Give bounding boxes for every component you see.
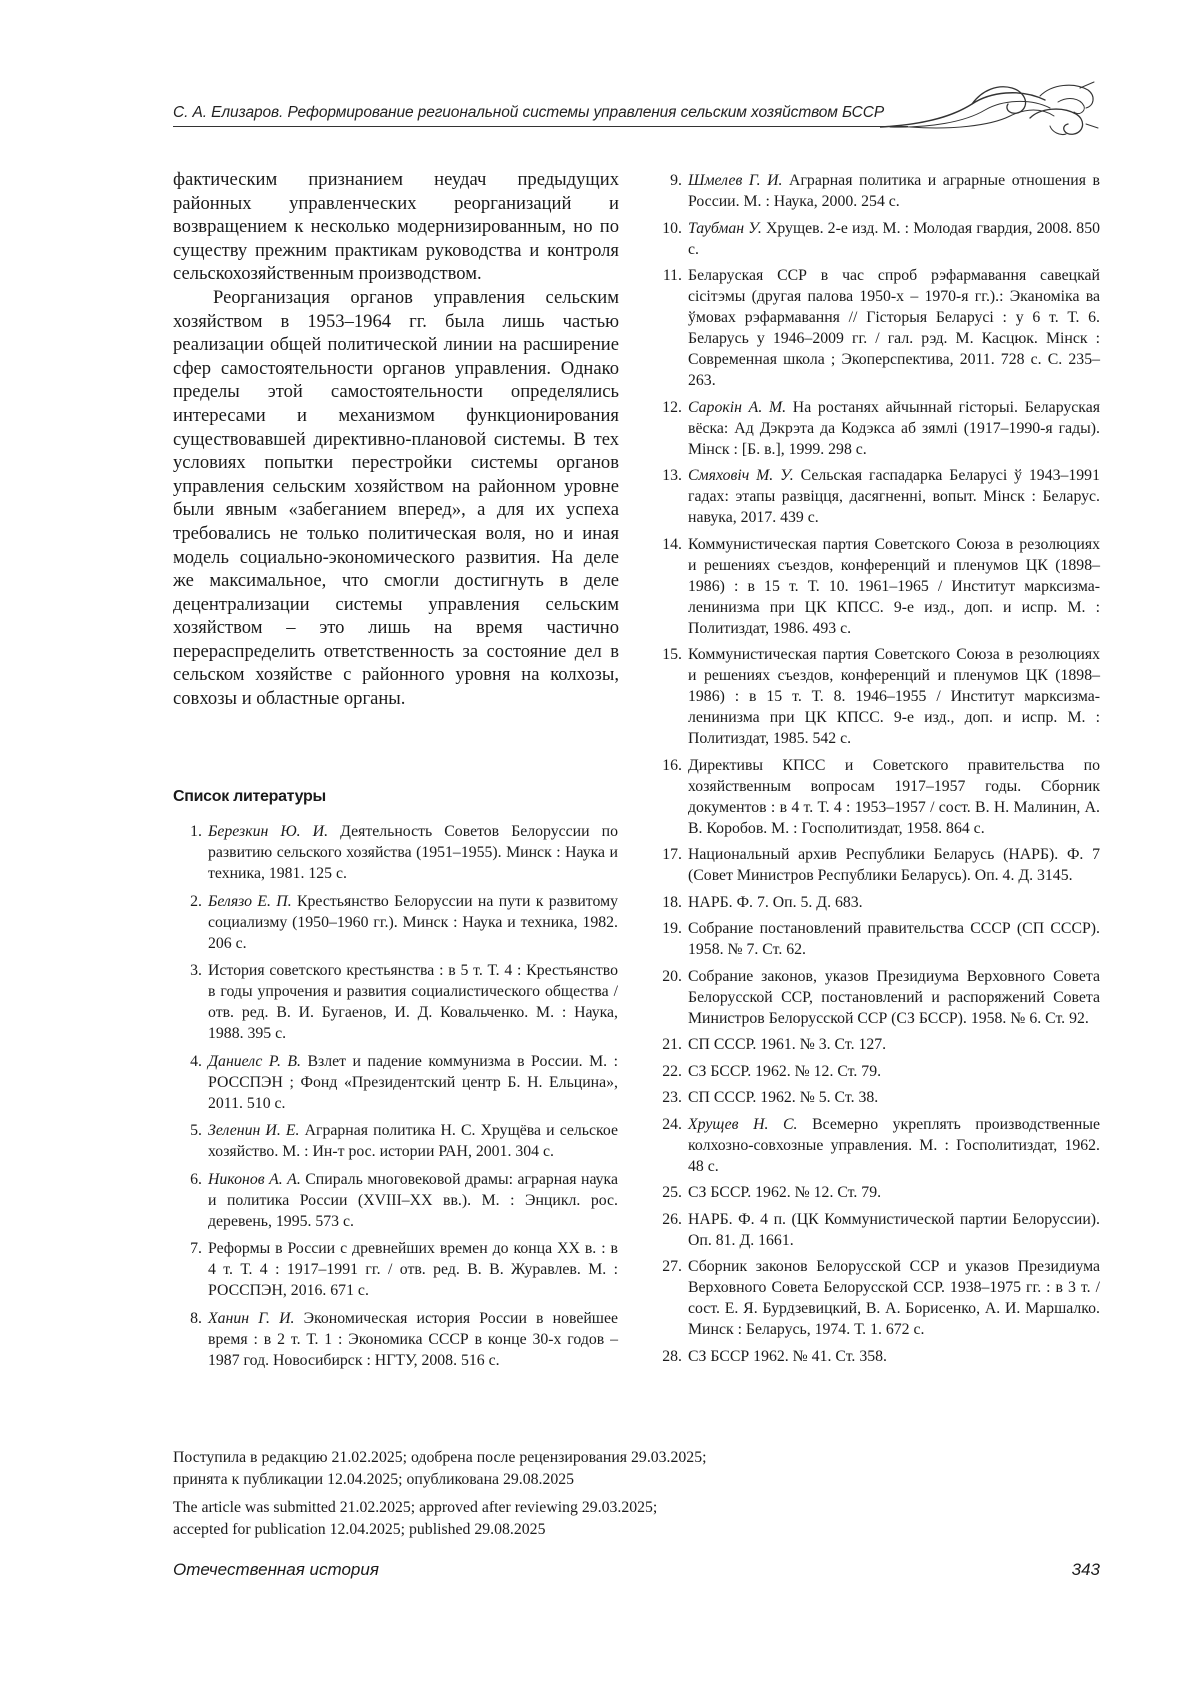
references-list-left [208,821,618,1377]
reference-number: 25. [662,1182,682,1203]
reference-number: 1. [190,821,202,842]
reference-item [688,170,1100,212]
reference-item [688,1256,1100,1340]
reference-text: Аграрная политика и аграрные отношения в России. М. : Наука, 2000. 254 с. [688,172,1100,210]
body-paragraph-1: фактическим признанием неудач предыдущих районных управленческих реорганизаций и возвращением к несколько модернизированным, но по существу прежним практикам руководства и контроля сельскохозяйственным производством. [173,168,619,286]
reference-text: Аграрная политика Н. С. Хрущёва и сельское хозяйство. М. : Ин-т рос. истории РАН, 2001. 304 с. [208,1122,618,1160]
reference-text: Крестьянство Белоруссии на пути к развитому социализму (1950–1960 гг.). Минск : Наука и техника, 1982. 206 с. [208,893,618,952]
reference-text: Хрущев. 2-е изд. М. : Молодая гвардия, 2008. 850 с. [688,220,1100,258]
reference-text: Собрание постановлений правительства СССР (СП СССР). 1958. № 7. Ст. 62. [688,920,1100,958]
reference-author: Березкин Ю. И. [208,823,328,840]
reference-text: СЗ БССР 1962. № 41. Ст. 358. [688,1348,887,1365]
reference-item [208,1120,618,1162]
reference-item [688,1346,1100,1367]
reference-text: СЗ БССР. 1962. № 12. Ст. 79. [688,1063,881,1080]
reference-author: Хрущев Н. С. [688,1116,798,1133]
reference-author: Смяховіч М. У. [688,467,794,484]
reference-number: 10. [662,218,682,239]
reference-item [688,844,1100,886]
reference-number: 15. [662,644,682,665]
reference-number: 26. [662,1209,682,1230]
header-ornament-icon [880,78,1100,140]
reference-text: Взлет и падение коммунизма в России. М. : РОССПЭН ; Фонд «Президентский центр Б. Н. Ельцина», 2011. 510 с. [208,1053,618,1112]
page-number: 343 [1060,1560,1100,1580]
reference-item [208,821,618,884]
reference-item [208,960,618,1044]
reference-item [688,1209,1100,1251]
reference-item [688,918,1100,960]
reference-number: 17. [662,844,682,865]
reference-author: Ханин Г. И. [208,1310,294,1327]
reference-text: НАРБ. Ф. 4 п. (ЦК Коммунистической партии Белоруссии). Оп. 81. Д. 1661. [688,1211,1100,1249]
reference-text: На ростанях айчыннай гісторыі. Беларуская вёска: Ад Дэкрэта да Кодэкса аб зямлі (1917–1990-я гады). Мінск : [Б. в.], 1999. 298 с. [688,399,1100,458]
reference-author: Даниелс Р. В. [208,1053,301,1070]
reference-number: 7. [190,1238,202,1259]
reference-number: 19. [662,918,682,939]
reference-text: Директивы КПСС и Советского правительства по хозяйственным вопросам 1917–1957 годы. Сборник документов : в 4 т. Т. 4 : 1953–1957 / сост. В. Н. Малинин, А. В. Коробов. М. : Госполитиздат, 1958. 864 с. [688,757,1100,837]
journal-title: Отечественная история [173,1560,379,1580]
reference-text: Собрание законов, указов Президиума Верховного Совета Белорусской ССР, постановлений и распоряжений Совета Министров Белорусской ССР (СЗ БССР). 1958. № 6. Ст. 92. [688,968,1100,1027]
reference-item [688,534,1100,639]
dates-ru-line-1: Поступила в редакцию 21.02.2025; одобрена после рецензирования 29.03.2025; [173,1449,707,1466]
reference-number: 20. [662,966,682,987]
reference-item [208,891,618,954]
references-heading: Список литературы [173,788,326,806]
reference-number: 22. [662,1061,682,1082]
references-list-right [688,170,1100,1372]
dates-english [173,1497,893,1541]
reference-item [208,1051,618,1114]
reference-text: История советского крестьянства : в 5 т. Т. 4 : Крестьянство в годы упрочения и развития социалистического общества / отв. ред. В. И. Бугаенов, И. Д. Ковальченко. М. : Наука, 1988. 395 с. [208,962,618,1042]
reference-number: 12. [662,397,682,418]
reference-number: 23. [662,1087,682,1108]
reference-item [688,966,1100,1029]
reference-text: Коммунистическая партия Советского Союза в резолюциях и решениях съездов, конференций и пленумов ЦК (1898–1986) : в 15 т. Т. 8. 1946–1955 / Институт марксизма-ленинизма при ЦК КПСС. 9-е изд., доп. и испр. М. : Политиздат, 1985. 542 с. [688,646,1100,747]
reference-number: 3. [190,960,202,981]
reference-item [688,892,1100,913]
reference-number: 9. [670,170,682,191]
reference-author: Никонов А. А. [208,1171,301,1188]
reference-item [688,1182,1100,1203]
reference-text: НАРБ. Ф. 7. Оп. 5. Д. 683. [688,894,863,911]
reference-item [688,218,1100,260]
reference-author: Белязо Е. П. [208,893,292,910]
dates-en-line-2: accepted for publication 12.04.2025; published 29.08.2025 [173,1521,545,1538]
dates-ru-line-2: принята к публикации 12.04.2025; опубликована 29.08.2025 [173,1471,574,1488]
reference-number: 28. [662,1346,682,1367]
reference-text: Сельская гаспадарка Беларусі ў 1943–1991 гадах: этапы развіцця, дасягненні, вопыт. Мінск : Беларус. навука, 2017. 439 с. [688,467,1100,526]
reference-item [208,1308,618,1371]
reference-item [688,1034,1100,1055]
reference-text: Экономическая история России в новейшее время : в 2 т. Т. 1 : Экономика СССР в конце 30-х годов – 1987 год. Новосибирск : НГТУ, 2008. 516 с. [208,1310,618,1369]
reference-item [208,1169,618,1232]
reference-number: 13. [662,465,682,486]
dates-russian [173,1447,893,1491]
reference-author: Зеленин И. Е. [208,1122,299,1139]
reference-item [688,1061,1100,1082]
reference-number: 8. [190,1308,202,1329]
reference-author: Таубман У. [688,220,762,237]
submission-dates [173,1447,893,1541]
reference-text: СЗ БССР. 1962. № 12. Ст. 79. [688,1184,881,1201]
reference-number: 6. [190,1169,202,1190]
reference-text: СП СССР. 1961. № 3. Ст. 127. [688,1036,886,1053]
reference-number: 27. [662,1256,682,1277]
reference-item [688,397,1100,460]
reference-text: Деятельность Советов Белоруссии по развитию сельского хозяйства (1951–1955). Минск : Наука и техника, 1981. 125 с. [208,823,618,882]
reference-author: Сарокін А. М. [688,399,786,416]
reference-item [688,1114,1100,1177]
reference-item [688,644,1100,749]
reference-item [688,465,1100,528]
body-paragraph-2: Реорганизация органов управления сельским хозяйством в 1953–1964 гг. была лишь частью реализации общей политической линии на расширение сфер самостоятельности органов управления. Однако пределы этой самостоятельности определялись интересами и механизмом функционирования существовавшей директивно-плановой системы. В тех условиях попытки перестройки системы органов управления сельским хозяйством на районном уровне были явным «забеганием вперед», а для их успеха требовались не только политическая воля, но и иная модель социально-экономического развития. На деле же максимальное, что смогли достигнуть в деле децентрализации системы управления сельским хозяйством – это лишь на время частично перераспределить ответственность за состояние дел в сельском хозяйстве с районного уровня на колхозы, совхозы и областные органы. [173,286,619,711]
reference-number: 24. [662,1114,682,1135]
reference-author: Шмелев Г. И. [688,172,783,189]
reference-text: Беларуская ССР в час спроб рэфармавання савецкай сісітэмы (другая палова 1950-х – 1970-я гг.).: Эканоміка ва ўмовах рэфармавання // Гісторыя Беларусі : у 6 т. Т. 6. Беларусь у 1946–2009 гг. / гал. рэд. М. Касцюк. Мінск : Современная школа ; Экоперспектива, 2011. 728 с. С. 235–263. [688,267,1100,389]
reference-item [688,265,1100,391]
reference-number: 21. [662,1034,682,1055]
reference-text: Всемерно укреплять производственные колхозно-совхозные управления. М. : Госполитиздат, 1962. 48 с. [688,1116,1100,1175]
reference-number: 11. [663,265,682,286]
reference-text: Спираль многовековой драмы: аграрная наука и политика России (XVIII–XX вв.). М. : Энцикл. рос. деревень, 1995. 573 с. [208,1171,618,1230]
reference-text: Сборник законов Белорусской ССР и указов Президиума Верховного Совета Белорусской ССР. 1938–1975 гг. : в 3 т. / сост. Е. Я. Бурдзевицкий, В. А. Борисенко, А. И. Маршалко. Минск : Беларусь, 1974. Т. 1. 672 с. [688,1258,1100,1338]
reference-number: 14. [662,534,682,555]
running-head: С. А. Елизаров. Реформирование региональной системы управления сельским хозяйством БССР [173,104,903,122]
reference-text: Национальный архив Республики Беларусь (НАРБ). Ф. 7 (Совет Министров Республики Беларусь). Оп. 4. Д. 3145. [688,846,1100,884]
reference-number: 18. [662,892,682,913]
body-text [173,168,619,711]
reference-text: СП СССР. 1962. № 5. Ст. 38. [688,1089,878,1106]
reference-text: Реформы в России с древнейших времен до конца XX в. : в 4 т. Т. 4 : 1917–1991 гг. / отв. ред. В. В. Журавлев. М. : РОССПЭН, 2016. 671 с. [208,1240,618,1299]
reference-number: 16. [662,755,682,776]
reference-number: 2. [190,891,202,912]
reference-item [688,755,1100,839]
reference-number: 5. [190,1120,202,1141]
reference-number: 4. [190,1051,202,1072]
header-rule [173,126,908,127]
dates-en-line-1: The article was submitted 21.02.2025; approved after reviewing 29.03.2025; [173,1499,657,1516]
reference-item [688,1087,1100,1108]
reference-item [208,1238,618,1301]
reference-text: Коммунистическая партия Советского Союза в резолюциях и решениях съездов, конференций и пленумов ЦК (1898–1986) : в 15 т. Т. 10. 1961–1965 / Институт марксизма-ленинизма при ЦК КПСС. 9-е изд., доп. и испр. М. : Политиздат, 1986. 493 с. [688,536,1100,637]
